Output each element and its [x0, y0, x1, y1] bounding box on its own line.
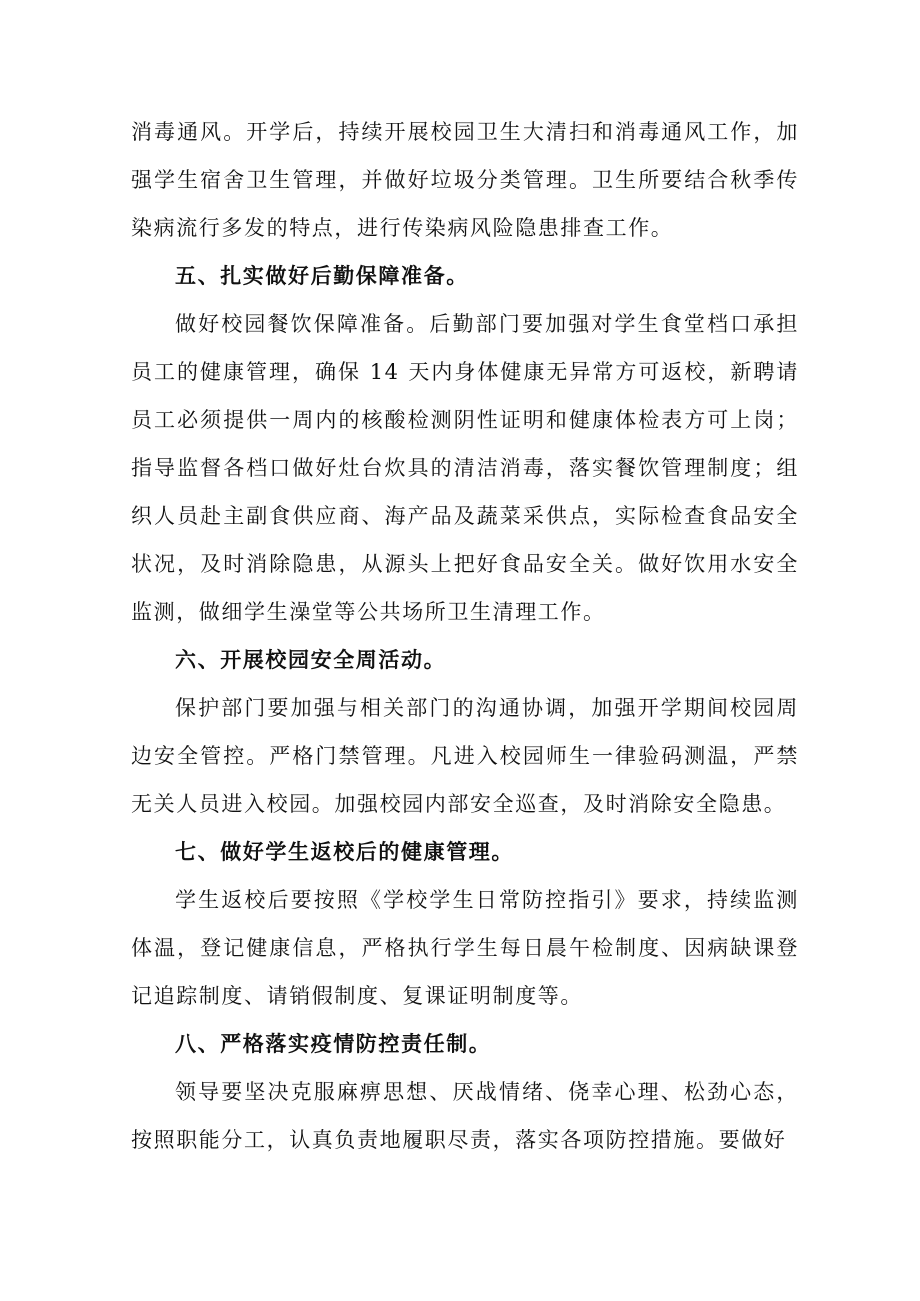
section-heading: 五、扎实做好后勤保障准备。: [175, 264, 469, 288]
body-paragraph: 做好校园餐饮保障准备。后勤部门要加强对学生食堂档口承担员工的健康管理，确保 14 天内身体健康无异常方可返校，新聘请员工必须提供一周内的核酸检测阴性证明和健康体检表方可上岗；指导监督各档口做好灶台炊具的清洁消毒，落实餐饮管理制度；组织人员赴主副食供应商、海产品及蔬菜采供点，实际检查食品安全状况，及时消除隐患，从源头上把好食品安全关。做好饮用水安全监测，做细学生澡堂等公共场所卫生清理工作。: [131, 312, 799, 624]
section-heading: 八、严格落实疫情防控责任制。: [175, 1032, 492, 1056]
document-page: [131, 108, 799, 1164]
section-heading: 七、做好学生返校后的健康管理。: [175, 840, 514, 864]
body-paragraph: 消毒通风。开学后，持续开展校园卫生大清扫和消毒通风工作，加强学生宿舍卫生管理，并做好垃圾分类管理。卫生所要结合秋季传染病流行多发的特点，进行传染病风险隐患排查工作。: [131, 120, 799, 240]
body-paragraph: 领导要坚决克服麻痹思想、厌战情绪、侥幸心理、松劲心态，按照职能分工，认真负责地履职尽责，落实各项防控措施。要做好: [131, 1080, 799, 1152]
section-heading: 六、开展校园安全周活动。: [175, 648, 447, 672]
body-paragraph: 学生返校后要按照《学校学生日常防控指引》要求，持续监测体温，登记健康信息，严格执行学生每日晨午检制度、因病缺课登记追踪制度、请销假制度、复课证明制度等。: [131, 888, 799, 1008]
body-paragraph: 保护部门要加强与相关部门的沟通协调，加强开学期间校园周边安全管控。严格门禁管理。凡进入校园师生一律验码测温，严禁无关人员进入校园。加强校园内部安全巡查，及时消除安全隐患。: [131, 696, 799, 816]
